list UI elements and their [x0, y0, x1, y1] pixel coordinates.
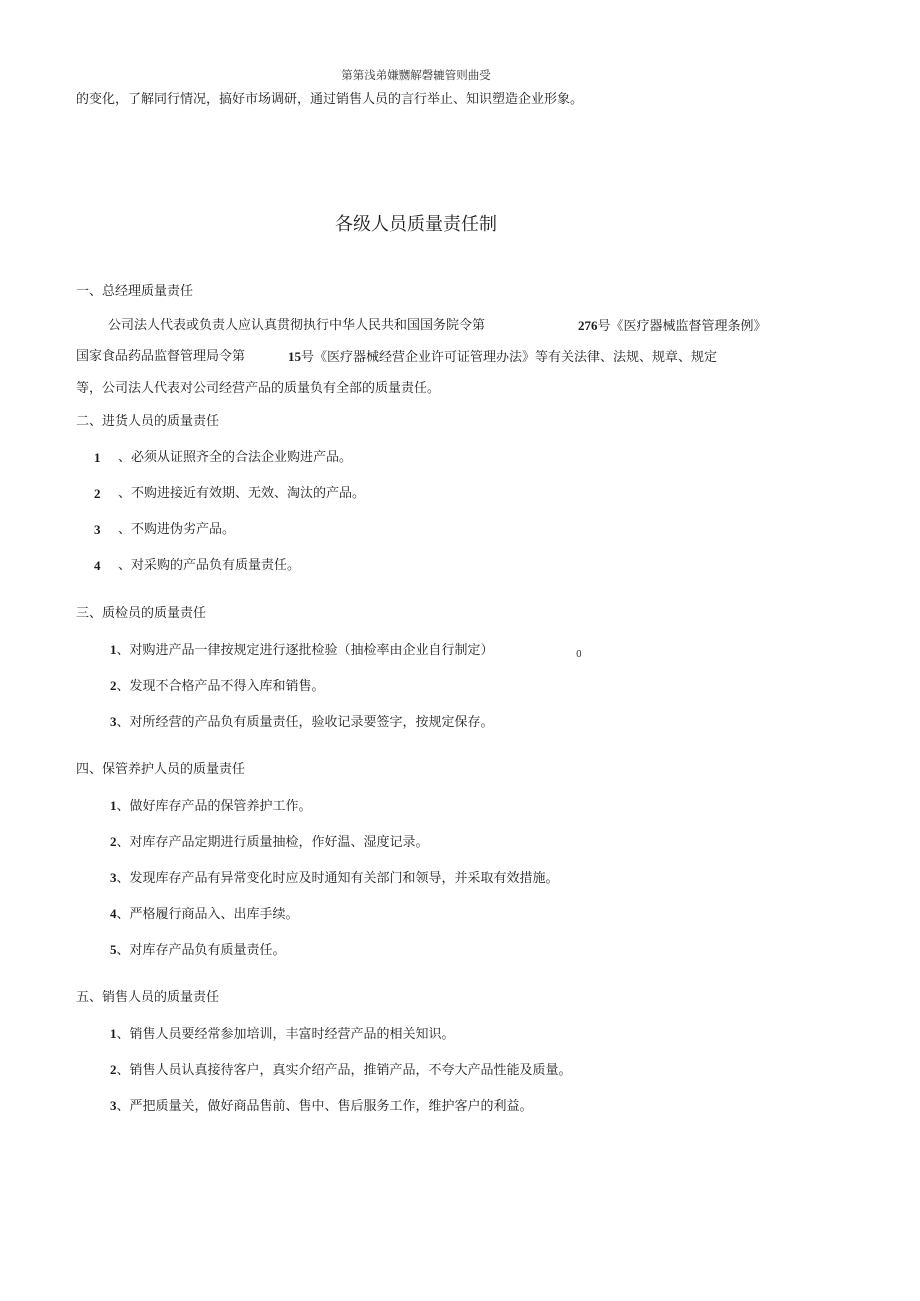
item-text: 、严格履行商品入、出库手续。: [116, 907, 299, 922]
item-text: 、对所经营的产品负有质量责任，验收记录要签字，按规定保存。: [116, 715, 494, 730]
section-2-item: [94, 522, 101, 539]
item-number: 2: [110, 834, 117, 849]
item-number: 2: [94, 486, 101, 501]
section-1-line-1-text-a: 公司法人代表或负责人应认真贯彻执行中华人民共和国国务院令第: [108, 318, 486, 333]
section-2-item-text: 、不购进伪劣产品。: [118, 522, 236, 537]
section-5-item: [110, 1098, 533, 1115]
section-4-item: [110, 870, 559, 887]
intro-paragraph: 的变化，了解同行情况，搞好市场调研，通过销售人员的言行举止、知识塑造企业形象。: [76, 92, 584, 107]
item-number: 5: [110, 942, 117, 957]
item-number: 3: [94, 522, 101, 537]
section-2-item-text: 、不购进接近有效期、无效、淘汰的产品。: [118, 486, 366, 501]
section-4-item: [110, 798, 312, 815]
item-text: 、发现库存产品有异常变化时应及时通知有关部门和领导，并采取有效措施。: [116, 871, 559, 886]
item-number: 4: [110, 906, 117, 921]
section-1-line-2-b: [288, 349, 717, 366]
item-text: 、销售人员要经常参加培训，丰富时经营产品的相关知识。: [116, 1027, 455, 1042]
item-text: 、严把质量关，做好商品售前、售中、售后服务工作，维护客户的利益。: [116, 1099, 533, 1114]
page-header: 第第浅弟嫌嬲解磬辘管则曲受: [341, 68, 491, 82]
section-1-heading: 一、总经理质量责任: [76, 284, 194, 299]
item-number: 1: [110, 642, 117, 657]
section-1-line-2-text-a: 国家食品药品监督管理局令第: [76, 349, 246, 364]
item-number: 3: [110, 1098, 117, 1113]
section-4-item: [110, 906, 299, 923]
decree-number-15: 15: [288, 349, 301, 364]
item-text: 、做好库存产品的保管养护工作。: [116, 799, 312, 814]
section-5-item: [110, 1026, 455, 1043]
item-number: 1: [110, 798, 117, 813]
section-2-heading: 二、进货人员的质量责任: [76, 414, 220, 429]
section-1-line-2: [76, 349, 245, 365]
section-2-item-text: 、必须从证照齐全的合法企业购进产品。: [118, 450, 353, 465]
section-1-line-1-b: [578, 318, 767, 335]
section-3-item: [110, 678, 325, 695]
document-title: 各级人员质量责任制: [335, 214, 497, 235]
section-3-item: [110, 714, 494, 731]
decree-number-276: 276: [578, 318, 598, 333]
section-4-item: [110, 834, 429, 851]
section-3-item: [110, 642, 494, 659]
section-2-item: [94, 486, 101, 503]
section-2-item-text: 、对采购的产品负有质量责任。: [118, 558, 301, 573]
section-5-item: [110, 1062, 572, 1079]
margin-marker: 0: [576, 650, 582, 660]
item-number: 2: [110, 1062, 117, 1077]
item-text: 、发现不合格产品不得入库和销售。: [116, 679, 325, 694]
item-number: 4: [94, 558, 101, 573]
item-number: 3: [110, 714, 117, 729]
item-number: 1: [110, 1026, 117, 1041]
section-4-heading: 四、保管养护人员的质量责任: [76, 762, 246, 777]
section-1-line-2-text-b: 号《医疗器械经营企业许可证管理办法》等有关法律、法规、规章、规定: [301, 350, 718, 365]
item-text: 、对库存产品定期进行质量抽检，作好温、湿度记录。: [116, 835, 429, 850]
item-text: 、对库存产品负有质量责任。: [116, 943, 286, 958]
item-text: 、对购进产品一律按规定进行逐批检验（抽检率由企业自行制定）: [116, 643, 494, 658]
item-number: 3: [110, 870, 117, 885]
item-number: 2: [110, 678, 117, 693]
item-number: 1: [94, 450, 101, 465]
section-2-item: [94, 450, 101, 467]
item-text: 、销售人员认真接待客户，真实介绍产品，推销产品，不夸大产品性能及质量。: [116, 1063, 572, 1078]
section-1-line-1: [108, 318, 485, 334]
section-3-heading: 三、质检员的质量责任: [76, 606, 207, 621]
section-4-item: [110, 942, 286, 959]
section-5-heading: 五、销售人员的质量责任: [76, 990, 220, 1005]
section-1-line-3: 等，公司法人代表对公司经营产品的质量负有全部的质量责任。: [76, 381, 441, 396]
section-2-item: [94, 558, 101, 575]
section-1-line-1-text-b: 号《医疗器械监督管理条例》: [597, 319, 767, 334]
